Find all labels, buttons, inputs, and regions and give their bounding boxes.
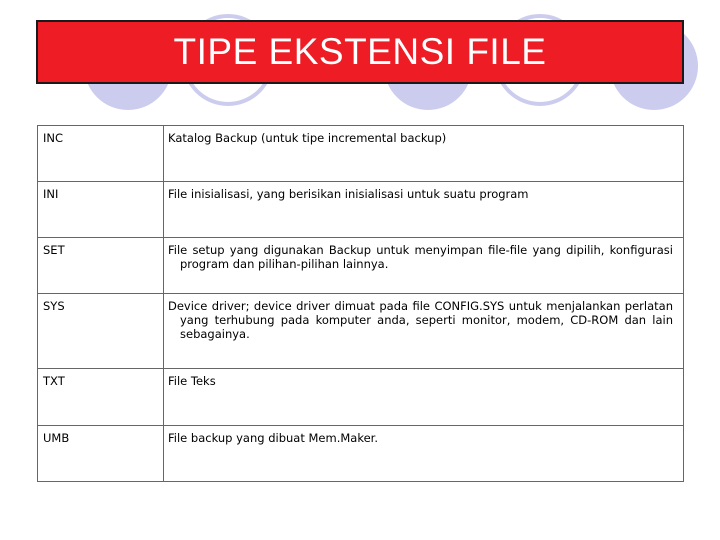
extension-description: Device driver; device driver dimuat pada file CONFIG.SYS untuk menjalankan perlatan yang terhubung pada komputer anda, seperti monitor, modem, CD-ROM dan lain sebagainya. — [164, 294, 684, 369]
extension-name: INC — [38, 126, 164, 182]
extension-description: File setup yang digunakan Backup untuk menyimpan file-file yang dipilih, konfigurasi program dan pilihan-pilihan lainnya. — [164, 238, 684, 294]
extension-name: TXT — [38, 369, 164, 426]
extension-name: UMB — [38, 426, 164, 482]
table-row — [38, 369, 684, 426]
table-row — [38, 238, 684, 294]
extension-description: File inisialisasi, yang berisikan inisialisasi untuk suatu program — [164, 182, 684, 238]
extension-description: Katalog Backup (untuk tipe incremental backup) — [164, 126, 684, 182]
extension-name: SYS — [38, 294, 164, 369]
page-title: TIPE EKSTENSI FILE — [173, 31, 547, 72]
title-banner — [36, 20, 684, 84]
extension-description: File backup yang dibuat Mem.Maker. — [164, 426, 684, 482]
table-row — [38, 426, 684, 482]
extension-table — [37, 125, 684, 482]
extension-name: SET — [38, 238, 164, 294]
extension-name: INI — [38, 182, 164, 238]
table-row — [38, 126, 684, 182]
extension-description: File Teks — [164, 369, 684, 426]
table-row — [38, 182, 684, 238]
table-row — [38, 294, 684, 369]
